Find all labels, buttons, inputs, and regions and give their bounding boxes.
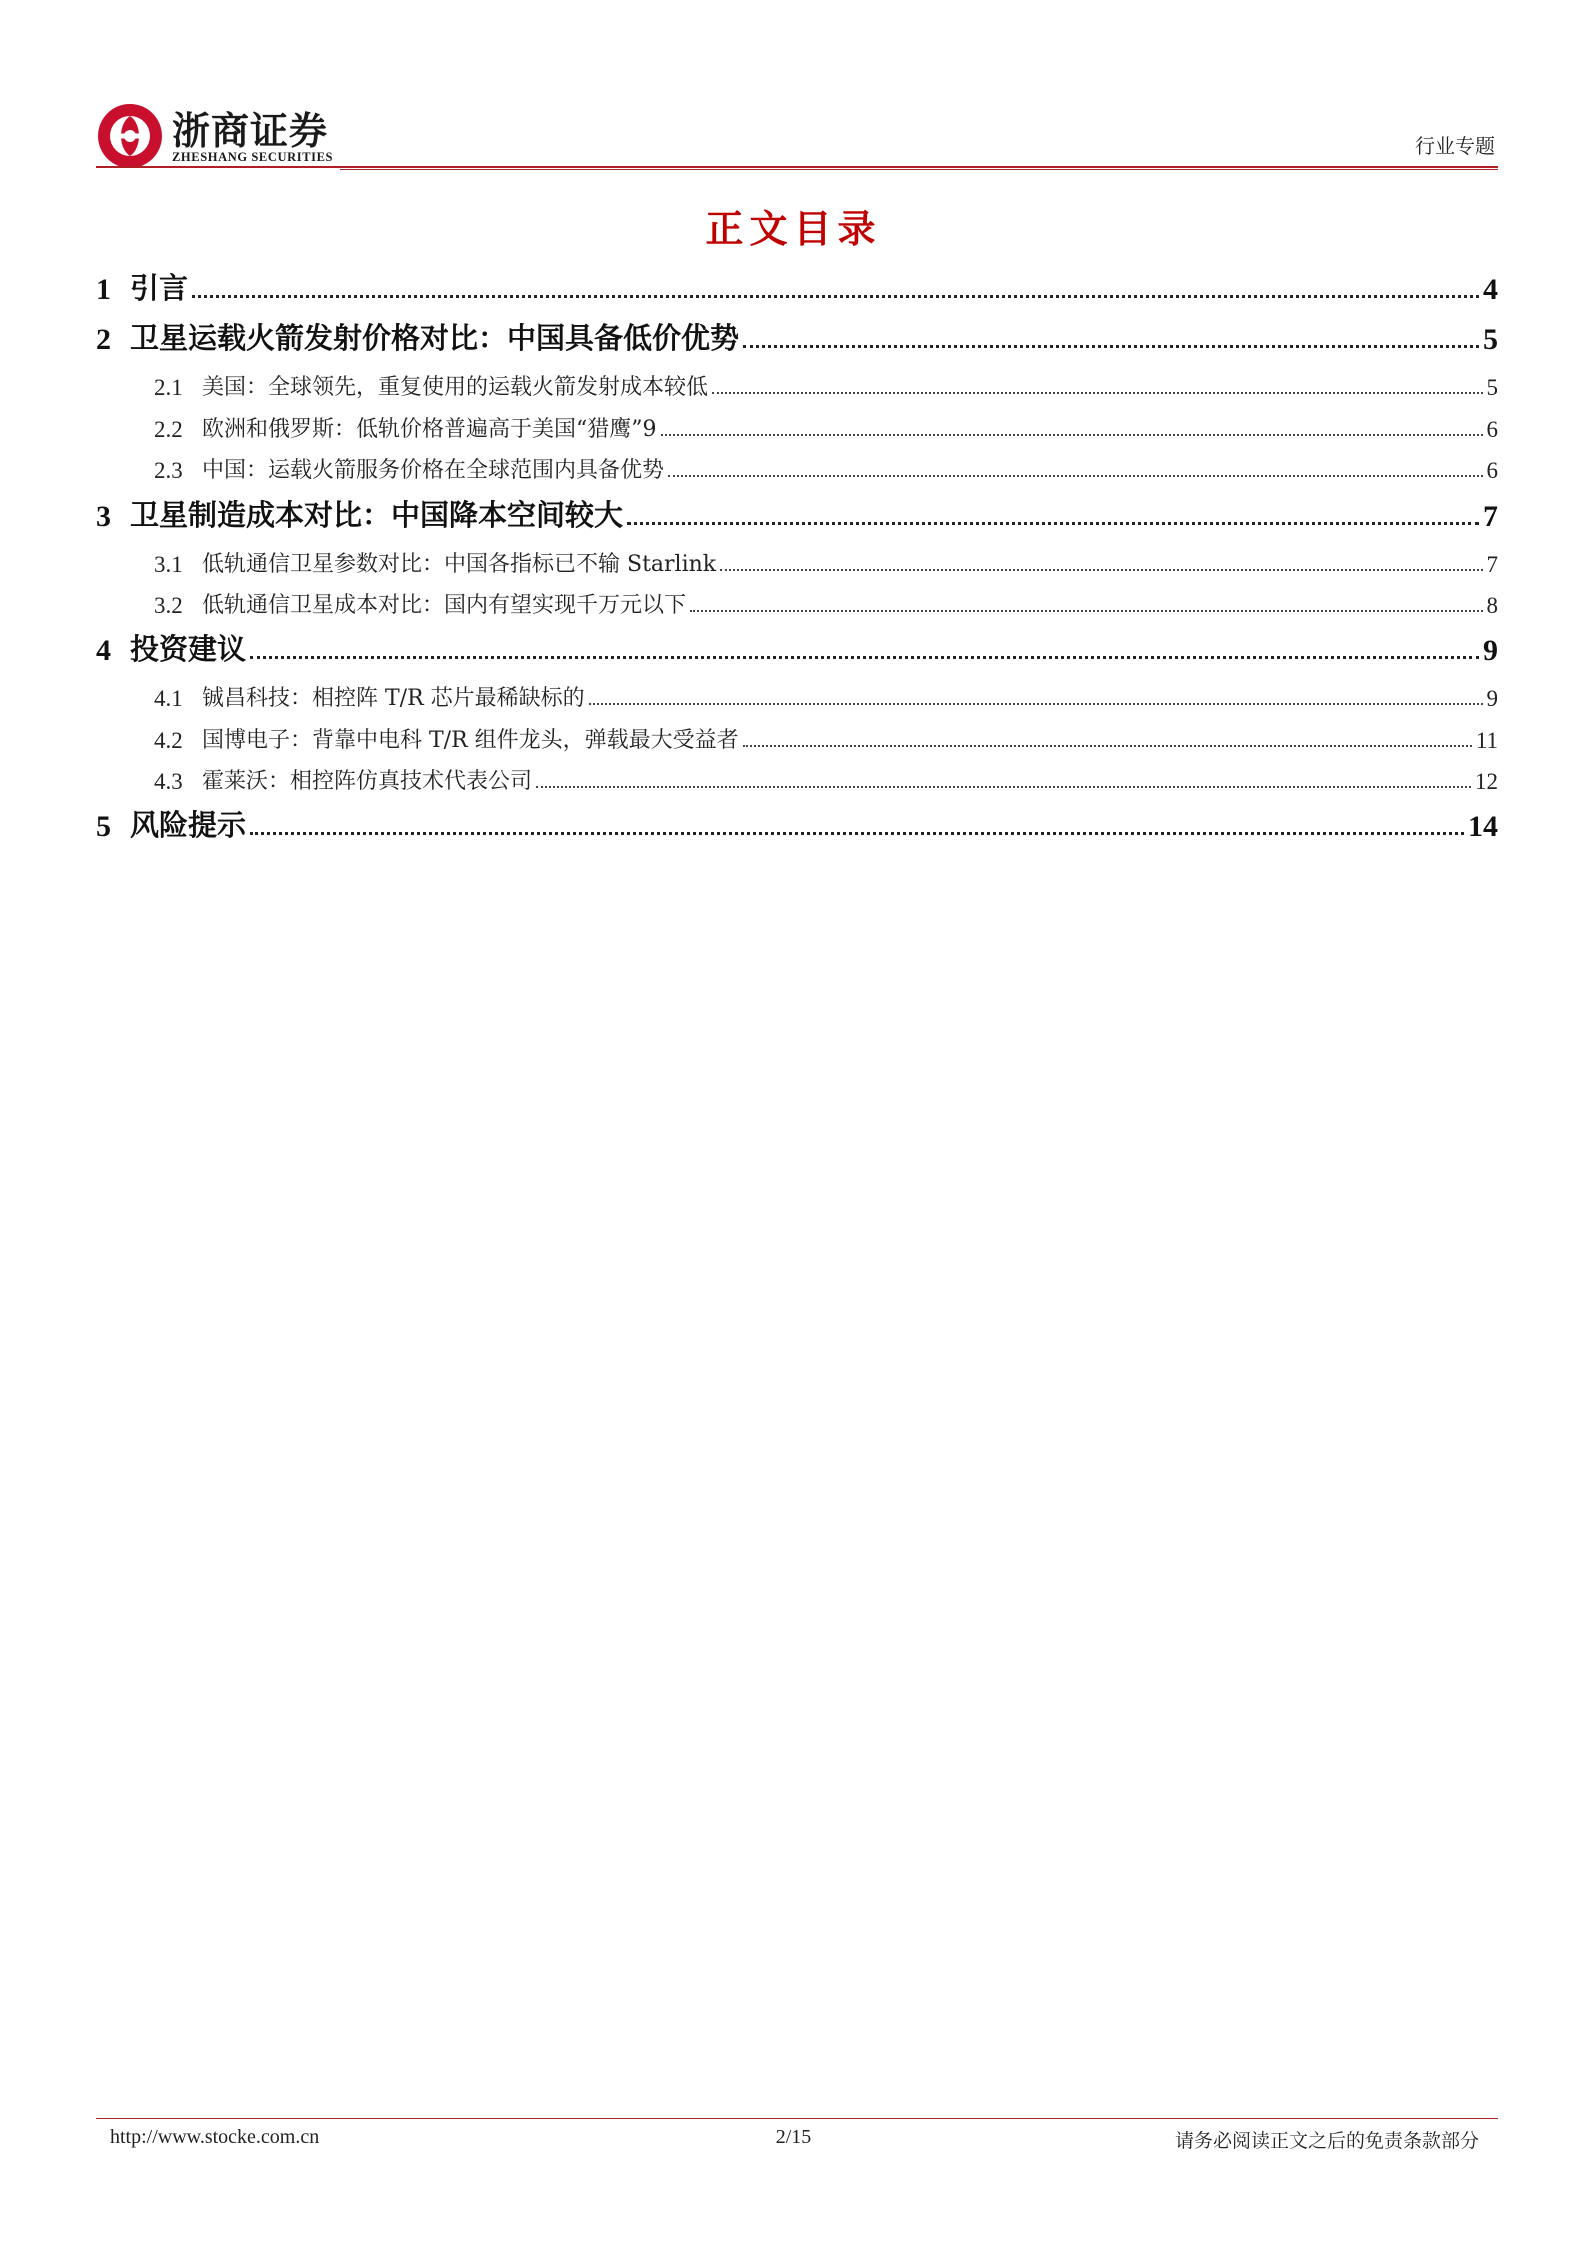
company-logo — [96, 100, 336, 172]
toc-leader-dots — [712, 392, 1482, 394]
footer-website-link[interactable]: http://www.stocke.com.cn — [110, 2126, 320, 2148]
toc-entry-label: 欧洲和俄罗斯：低轨价格普遍高于美国“猎鹰”9 — [202, 417, 657, 442]
toc-entry-number: 3.2 — [154, 593, 183, 618]
toc-leader-dots — [690, 610, 1482, 612]
toc-entry-number: 4.1 — [154, 686, 183, 711]
toc-entry-page: 5 — [1483, 323, 1498, 356]
toc-entry-page: 14 — [1468, 810, 1498, 843]
toc-leader-dots — [661, 434, 1483, 436]
toc-entry-page: 7 — [1486, 552, 1498, 577]
toc-entry-page: 4 — [1483, 273, 1498, 306]
toc-entry-label: 投资建议 — [130, 632, 247, 666]
toc-entry-label: 国博电子：背靠中电科 T/R 组件龙头，弹载最大受益者 — [202, 728, 739, 753]
toc-leader-dots — [250, 656, 1479, 659]
toc-entry-page: 11 — [1475, 728, 1498, 753]
toc-entry[interactable] — [96, 453, 1498, 484]
toc-leader-dots — [589, 703, 1483, 705]
toc-entry[interactable] — [96, 266, 1498, 307]
toc-entry-label: 霍莱沃：相控阵仿真技术代表公司 — [202, 769, 533, 794]
toc-entry-number: 3 — [96, 500, 111, 533]
toc-leader-dots — [536, 786, 1471, 788]
toc-entry[interactable] — [96, 493, 1498, 534]
toc-entry-page: 7 — [1483, 500, 1498, 533]
logo-english-name: ZHESHANG SECURITIES — [172, 150, 334, 164]
header-divider-thin — [340, 169, 1498, 170]
toc-entry-number: 2.2 — [154, 417, 183, 442]
toc-entry[interactable] — [96, 316, 1498, 357]
toc-leader-dots — [627, 522, 1479, 525]
header-divider — [96, 166, 1498, 168]
zheshang-logo-icon — [96, 102, 164, 170]
toc-entry-page: 5 — [1486, 375, 1498, 400]
toc-leader-dots — [250, 832, 1464, 835]
toc-entry-label: 卫星制造成本对比：中国降本空间较大 — [130, 498, 624, 532]
logo-chinese-name: 浙商证券 — [172, 109, 329, 153]
toc-entry-number: 2.1 — [154, 375, 183, 400]
toc-entry-number: 1 — [96, 273, 111, 306]
toc-leader-dots — [743, 345, 1479, 348]
toc-entry-label: 低轨通信卫星参数对比：中国各指标已不输 Starlink — [202, 552, 717, 577]
report-category: 行业专题 — [1415, 134, 1495, 158]
toc-entry[interactable] — [96, 681, 1498, 712]
toc-entry-number: 2 — [96, 323, 111, 356]
toc-entry-number: 4.3 — [154, 769, 183, 794]
toc-entry-label: 风险提示 — [130, 808, 247, 842]
toc-entry-label: 引言 — [130, 271, 189, 305]
toc-entry-label: 中国：运载火箭服务价格在全球范围内具备优势 — [202, 458, 665, 483]
toc-title: 正文目录 — [705, 207, 882, 251]
toc-entry[interactable] — [96, 803, 1498, 844]
toc-entry-number: 5 — [96, 810, 111, 843]
toc-leader-dots — [192, 295, 1479, 298]
toc-leader-dots — [743, 745, 1472, 747]
footer-divider — [96, 2118, 1498, 2119]
footer-disclaimer: 请务必阅读正文之后的免责条款部分 — [1174, 2130, 1479, 2152]
toc-entry-page: 9 — [1483, 634, 1498, 667]
toc-entry-page: 8 — [1486, 593, 1498, 618]
toc-entry-label: 低轨通信卫星成本对比：国内有望实现千万元以下 — [202, 593, 687, 618]
toc-entry[interactable] — [96, 370, 1498, 401]
page-number: 2/15 — [775, 2126, 812, 2148]
toc-entry[interactable] — [96, 588, 1498, 619]
toc-entry-page: 9 — [1486, 686, 1498, 711]
toc-entry-label: 铖昌科技：相控阵 T/R 芯片最稀缺标的 — [202, 686, 585, 711]
toc-entry-page: 6 — [1486, 458, 1498, 483]
toc-entry-label: 卫星运载火箭发射价格对比：中国具备低价优势 — [130, 321, 740, 355]
toc-entry-number: 4.2 — [154, 728, 183, 753]
toc-entry[interactable] — [96, 547, 1498, 578]
toc-entry-label: 美国：全球领先，重复使用的运载火箭发射成本较低 — [202, 375, 709, 400]
toc-leader-dots — [720, 569, 1482, 571]
toc-entry-number: 3.1 — [154, 552, 183, 577]
toc-entry[interactable] — [96, 412, 1498, 443]
toc-leader-dots — [668, 475, 1482, 477]
toc-entry[interactable] — [96, 723, 1498, 754]
toc-entry[interactable] — [96, 764, 1498, 795]
toc-entry-page: 12 — [1475, 769, 1498, 794]
toc-entry[interactable] — [96, 627, 1498, 668]
toc-entry-number: 2.3 — [154, 458, 183, 483]
toc-entry-number: 4 — [96, 634, 111, 667]
toc-entry-page: 6 — [1486, 417, 1498, 442]
